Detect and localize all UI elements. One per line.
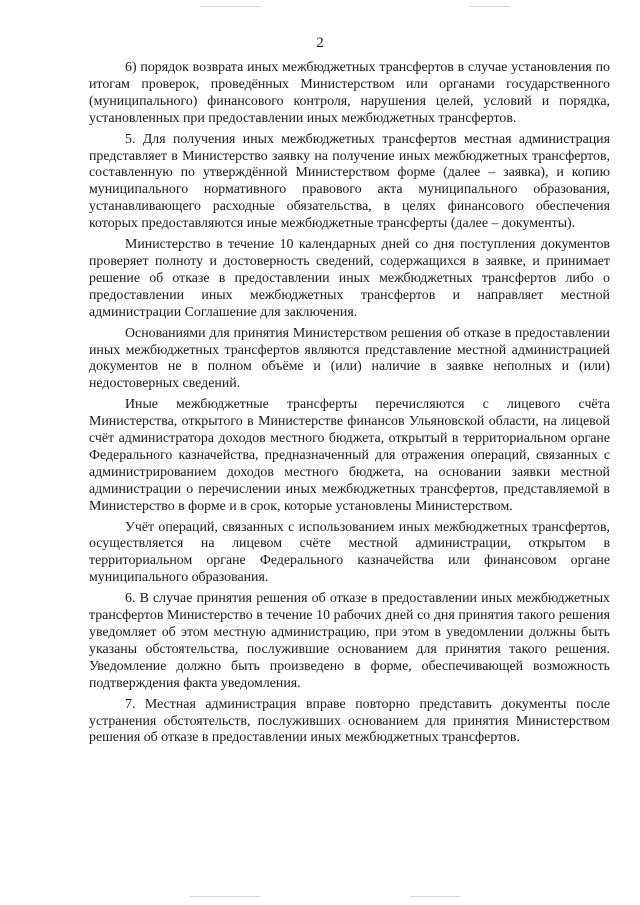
scan-artifact-bottom-right: [410, 896, 460, 897]
paragraph-accounting: Учёт операций, связанных с использованием иных межбюджетных трансфертов, осуществляется на лицевом счёте местной администрации, открытом в территориальном органе Федерального казначейства или финансовом органе муниципального образования.: [89, 519, 610, 586]
paragraph-5-application: 5. Для получения иных межбюджетных трансфертов местная администрация представляет в Министерство заявку на получение иных межбюджетных трансфертов, составленную по утверждённой Министерством форме (далее – заявка), и копию муниципального нормативного правового акта муниципального образования, устанавливающего расходные обязательства, в целях финансового обеспечения которых предоставляются иные межбюджетные трансферты (далее – документы).: [89, 131, 610, 232]
page-number: 2: [316, 35, 324, 51]
paragraph-7-resubmission: 7. Местная администрация вправе повторно представить документы после устранения обстоятельств, послуживших основанием для принятия Министерством решения об отказе в предоставлении иных межбюджетных трансфертов.: [89, 696, 610, 746]
scan-artifact-bottom: [190, 896, 260, 897]
scan-artifact-top: [200, 6, 260, 7]
paragraph-refusal-grounds: Основаниями для принятия Министерством решения об отказе в предоставлении иных межбюджетных трансфертов являются представление местной администрацией документов не в полном объёме и (или) наличие в заявке неполных и (или) недостоверных сведений.: [89, 325, 610, 392]
document-body: [89, 60, 610, 751]
paragraph-refund-procedure: 6) порядок возврата иных межбюджетных трансфертов в случае установления по итогам проверок, проведённых Министерством или органами государственного (муниципального) финансового контроля, нарушения целей, условий и порядка, установленных при предоставлении иных межбюджетных трансфертов.: [89, 60, 610, 126]
paragraph-6-refusal-notice: 6. В случае принятия решения об отказе в предоставлении иных межбюджетных трансфертов Министерство в течение 10 рабочих дней со дня принятия такого решения уведомляет об этом местную администрацию, при этом в уведомлении должны быть указаны обстоятельства, послужившие основанием для принятия такого решения. Уведомление должно быть произведено в форме, обеспечивающей возможность подтверждения факта уведомления.: [89, 591, 610, 691]
scan-artifact-top-right: [470, 6, 510, 7]
paragraph-ministry-review: Министерство в течение 10 календарных дней со дня поступления документов проверяет полноту и достоверность сведений, содержащихся в заявке, и принимает решение об отказе в предоставлении иных межбюджетных трансфертов либо о предоставлении иных межбюджетных трансфертов и направляет местной администрации Соглашение для заключения.: [89, 237, 610, 320]
paragraph-transfer-payment: Иные межбюджетные трансферты перечисляются с лицевого счёта Министерства, открытого в Министерстве финансов Ульяновской области, на лицевой счёт администратора доходов местного бюджета, открытый в территориальном органе Федерального казначейства, предназначенный для отражения операций, связанных с администрированием доходов местного бюджета, на основании заявки местной администрации о перечислении иных межбюджетных трансфертов, представляемой в Министерство в форме и в срок, которые установлены Министерством.: [89, 397, 610, 514]
